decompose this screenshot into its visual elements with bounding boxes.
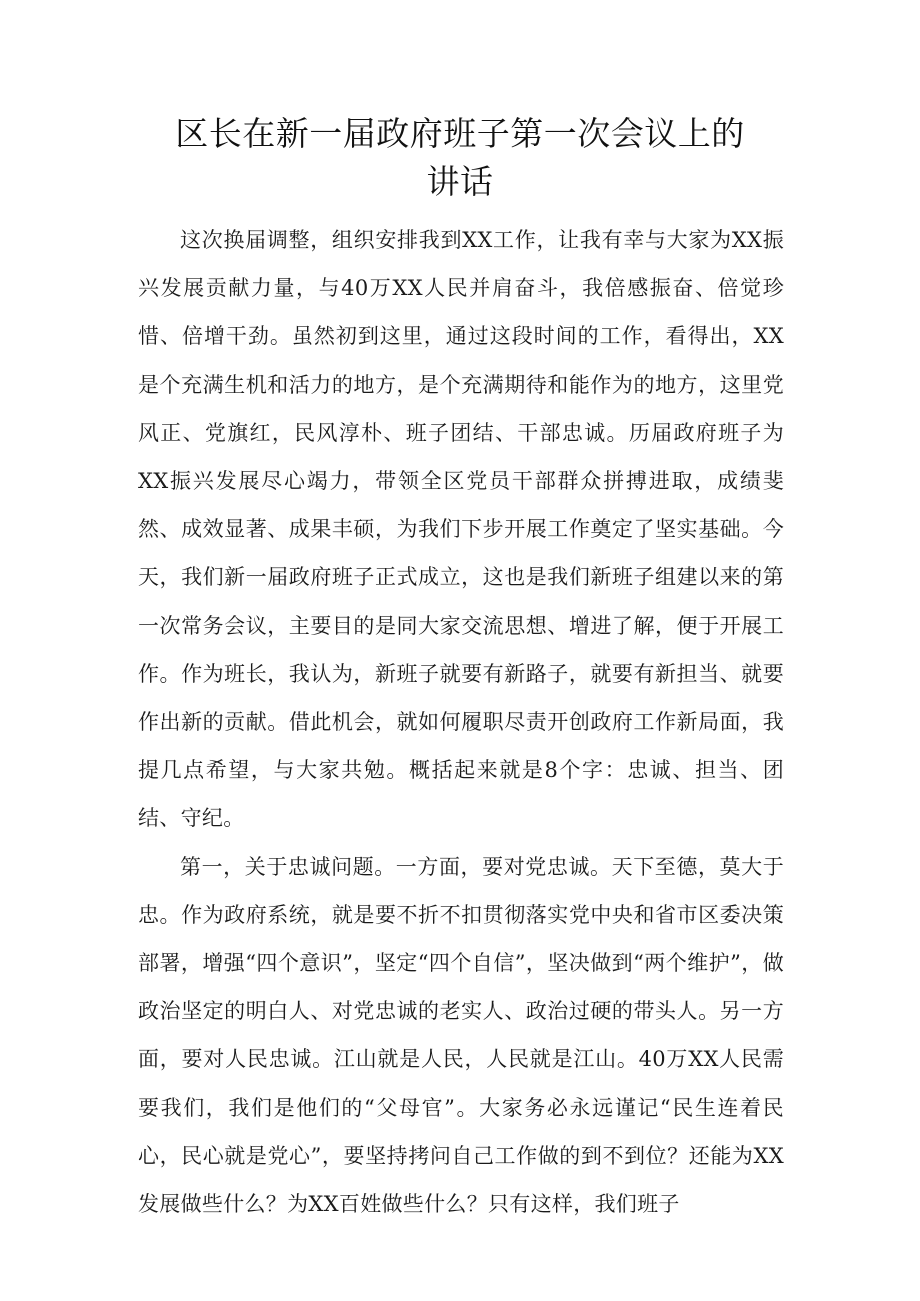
paragraph-loyalty: 第一，关于忠诚问题。一方面，要对党忠诚。天下至德，莫大于忠。作为政府系统，就是要不折不扣贯彻落实党中央和省市区委决策部署，增强“四个意识”，坚定“四个自信”，坚决做到“两个维护”，做政治坚定的明白人、对党忠诚的老实人、政治过硬的带头人。另一方面，要对人民忠诚。江山就是人民，人民就是江山。40万XX人民需要我们，我们是他们的“父母官”。大家务必永远谨记“民生连着民心，民心就是党心”，要坚持拷问自己工作做的到不到位？还能为XX发展做些什么？为XX百姓做些什么？只有这样，我们班子 xyxy=(138,854,784,1217)
document-body xyxy=(138,216,784,1228)
paragraph-opening: 这次换届调整，组织安排我到XX工作，让我有幸与大家为XX振兴发展贡献力量，与40万XX人民并肩奋斗，我倍感振奋、倍觉珍惜、倍增干劲。虽然初到这里，通过这段时间的工作，看得出，XX是个充满生机和活力的地方，是个充满期待和能作为的地方，这里党风正、党旗红，民风淳朴、班子团结、干部忠诚。历届政府班子为XX振兴发展尽心竭力，带领全区党员干部群众拼搏进取，成绩斐然、成效显著、成果丰硕，为我们下步开展工作奠定了坚实基础。今天，我们新一届政府班子正式成立，这也是我们新班子组建以来的第一次常务会议，主要目的是同大家交流思想、增进了解，便于开展工作。作为班长，我认为，新班子就要有新路子，就要有新担当、就要作出新的贡献。借此机会，就如何履职尽责开创政府工作新局面，我提几点希望，与大家共勉。概括起来就是8个字：忠诚、担当、团结、守纪。 xyxy=(138,228,784,831)
document-title: 区长在新一届政府班子第一次会议上的讲话 xyxy=(175,114,745,201)
